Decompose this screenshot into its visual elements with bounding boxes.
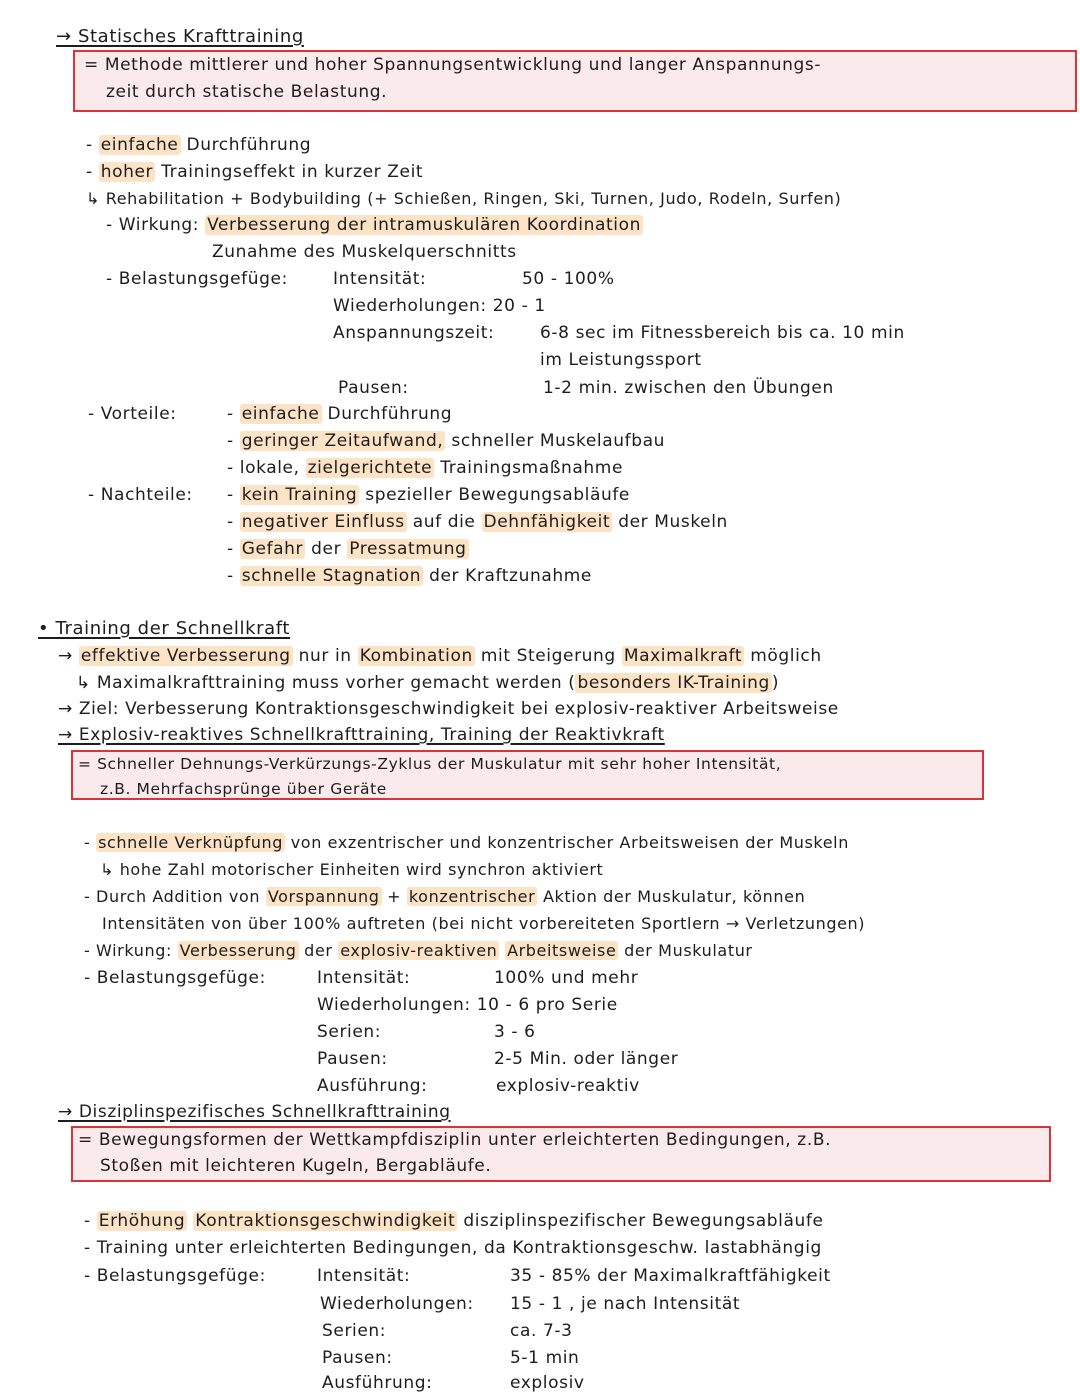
load-value: explosiv-reaktiv	[496, 1076, 640, 1096]
subsection-heading: → Explosiv-reaktives Schnellkrafttraining, Training der Reaktivkraft	[58, 725, 665, 745]
load-key: Intensität:	[317, 1266, 411, 1286]
disadvantage-item: - Gefahr der Pressatmung	[227, 539, 467, 559]
load-key: Serien:	[317, 1022, 382, 1042]
bullet: - Erhöhung Kontraktionsgeschwindigkeit disziplinspezifischer Bewegungsabläufe	[84, 1211, 824, 1231]
load-key: Pausen:	[317, 1049, 388, 1069]
load-value: ca. 7-3	[510, 1321, 573, 1341]
load-value: explosiv	[510, 1373, 585, 1393]
subsection-heading: → Disziplinspezifisches Schnellkrafttraining	[58, 1102, 451, 1122]
bullet: - Training unter erleichterten Bedingungen, da Kontraktionsgeschw. lastabhängig	[84, 1238, 822, 1258]
definition-line: = Methode mittlerer und hoher Spannungsentwicklung und langer Anspannungs-	[84, 55, 822, 75]
disadvantages-label: - Nachteile:	[88, 485, 193, 505]
bullet: - Durch Addition von Vorspannung + konzentrischer Aktion der Muskulatur, können	[84, 887, 806, 906]
definition-line: = Schneller Dehnungs-Verkürzungs-Zyklus der Muskulatur mit sehr hoher Intensität,	[78, 755, 782, 773]
disadvantage-item: - schnelle Stagnation der Kraftzunahme	[227, 566, 592, 586]
bullet-continuation: Intensitäten von über 100% auftreten (bei nicht vorbereiteten Sportlern → Verletzungen)	[102, 914, 866, 933]
load-value: 5-1 min	[510, 1348, 580, 1368]
advantages-label: - Vorteile:	[88, 404, 177, 424]
load-label: - Belastungsgefüge:	[106, 269, 288, 289]
bullet: - schnelle Verknüpfung von exzentrischer und konzentrischer Arbeitsweisen der Muskeln	[84, 833, 849, 852]
load-key: Ausführung:	[317, 1076, 428, 1096]
section-heading-statisch: → Statisches Krafttraining	[56, 26, 304, 47]
definition-line: Stoßen mit leichteren Kugeln, Bergabläufe.	[100, 1156, 492, 1176]
load-key: Intensität:	[333, 269, 427, 289]
load-label: - Belastungsgefüge:	[84, 1266, 266, 1286]
load-key: Wiederholungen: 20 - 1	[333, 296, 546, 316]
advantage-item: - einfache Durchführung	[227, 404, 453, 424]
load-key: Anspannungszeit:	[333, 323, 495, 343]
load-key: Pausen:	[322, 1348, 393, 1368]
load-key: Serien:	[322, 1321, 387, 1341]
advantage-item: - geringer Zeitaufwand, schneller Muskelaufbau	[227, 431, 665, 451]
load-value: 6-8 sec im Fitnessbereich bis ca. 10 min	[540, 323, 905, 343]
bullet: ↳ hohe Zahl motorischer Einheiten wird synchron aktiviert	[100, 860, 604, 879]
load-value: 1-2 min. zwischen den Übungen	[543, 378, 834, 398]
load-key: Pausen:	[338, 378, 409, 398]
load-key: Wiederholungen: 10 - 6 pro Serie	[317, 995, 618, 1015]
section-heading-schnellkraft: • Training der Schnellkraft	[38, 618, 291, 639]
disadvantage-item: - kein Training spezieller Bewegungsabläufe	[227, 485, 630, 505]
advantage-item: - lokale, zielgerichtete Trainingsmaßnahme	[227, 458, 624, 478]
bullet: ↳ Rehabilitation + Bodybuilding (+ Schießen, Ringen, Ski, Turnen, Judo, Rodeln, Surfen)	[86, 189, 842, 208]
load-key: Wiederholungen:	[320, 1294, 474, 1314]
disadvantage-item: - negativer Einfluss auf die Dehnfähigkeit der Muskeln	[227, 512, 728, 532]
note-line: → effektive Verbesserung nur in Kombination mit Steigerung Maximalkraft möglich	[58, 646, 822, 666]
definition-line: = Bewegungsformen der Wettkampfdisziplin unter erleichterten Bedingungen, z.B.	[78, 1130, 832, 1150]
bullet-continuation: Zunahme des Muskelquerschnitts	[212, 242, 517, 262]
bullet: - Wirkung: Verbesserung der intramuskulären Koordination	[106, 215, 641, 235]
load-value: 35 - 85% der Maximalkraftfähigkeit	[510, 1266, 831, 1286]
load-value: 15 - 1 , je nach Intensität	[510, 1294, 741, 1314]
load-value: im Leistungssport	[540, 350, 702, 370]
load-value: 2-5 Min. oder länger	[494, 1049, 679, 1069]
definition-line: z.B. Mehrfachsprünge über Geräte	[100, 780, 387, 798]
load-value: 100% und mehr	[494, 968, 639, 988]
load-key: Ausführung:	[322, 1373, 433, 1393]
load-label: - Belastungsgefüge:	[84, 968, 266, 988]
bullet: - Wirkung: Verbesserung der explosiv-reaktiven Arbeitsweise der Muskulatur	[84, 941, 753, 960]
load-value: 50 - 100%	[522, 269, 615, 289]
note-line: → Ziel: Verbesserung Kontraktionsgeschwindigkeit bei explosiv-reaktiver Arbeitsweise	[58, 699, 839, 719]
load-key: Intensität:	[317, 968, 411, 988]
note-line: ↳ Maximalkrafttraining muss vorher gemacht werden ( besonders IK-Training )	[76, 673, 780, 693]
bullet: - einfache Durchführung	[86, 135, 312, 155]
definition-line: zeit durch statische Belastung.	[106, 82, 388, 102]
bullet: - hoher Trainingseffekt in kurzer Zeit	[86, 162, 424, 182]
load-value: 3 - 6	[494, 1022, 536, 1042]
